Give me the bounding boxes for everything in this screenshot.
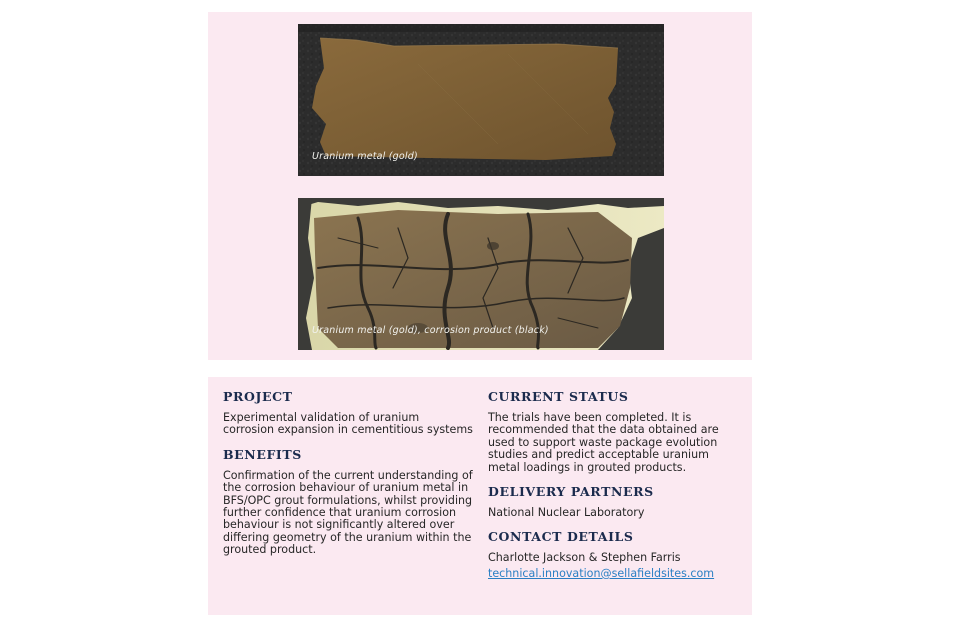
current-status-heading: CURRENT STATUS bbox=[488, 389, 629, 404]
current-status-text: The trials have been completed. It is recommended that the data obtained are used to support waste package evolution studies and predict acceptable uranium metal loadings in grouted products. bbox=[488, 411, 719, 474]
project-text: Experimental validation of uranium corrosion expansion in cementitious systems bbox=[223, 411, 473, 437]
uranium-metal-photo bbox=[298, 24, 664, 176]
image-caption: Uranium metal (gold) bbox=[312, 151, 418, 162]
delivery-partners-heading: DELIVERY PARTNERS bbox=[488, 484, 654, 500]
delivery-partners-text: National Nuclear Laboratory bbox=[488, 506, 645, 520]
benefits-text: Confirmation of the current understanding of the corrosion behaviour of uranium metal in BFS/OPC grout formulations, whilst providing further confidence that uranium corrosion behaviour is not significantly altered over differing geometry of the uranium within the grouted product. bbox=[223, 468, 473, 557]
contact-email-link[interactable]: technical.innovation@sellafieldsites.com bbox=[488, 566, 715, 580]
right-column bbox=[488, 389, 743, 590]
left-column bbox=[223, 389, 473, 567]
info-panel bbox=[208, 377, 752, 615]
image-caption: Uranium metal (gold), corrosion product (black) bbox=[312, 325, 549, 336]
benefits-heading: BENEFITS bbox=[223, 446, 302, 462]
project-heading: PROJECT bbox=[223, 389, 293, 404]
contact-names: Charlotte Jackson & Stephen Farris bbox=[488, 551, 681, 565]
contact-details-heading: CONTACT DETAILS bbox=[488, 529, 634, 545]
corrosion-product-photo bbox=[298, 198, 664, 350]
image-panel bbox=[208, 12, 752, 360]
